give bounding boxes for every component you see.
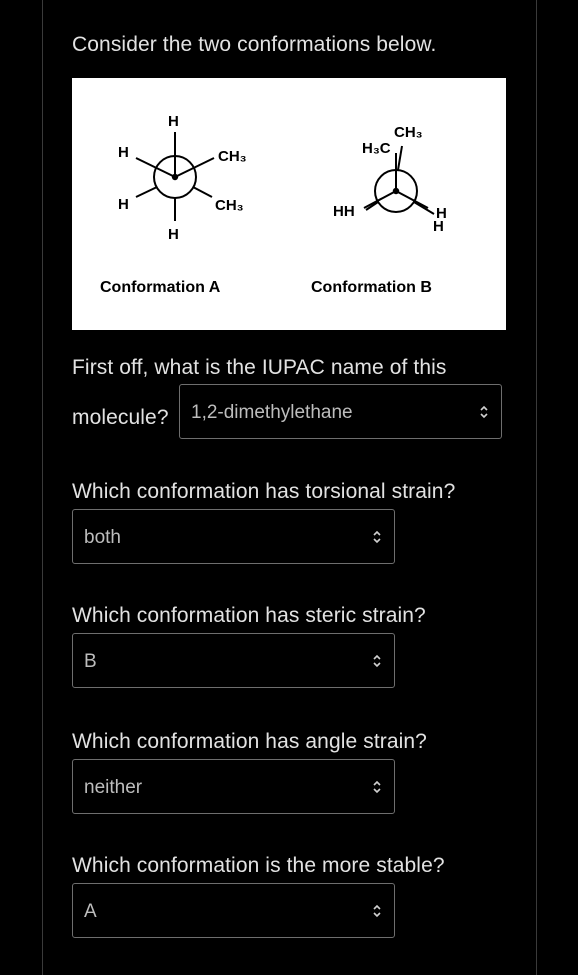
chevron-up-down-icon [372, 903, 382, 919]
conformation-a-label: Conformation A [100, 279, 221, 296]
a-back-left-label: H [118, 196, 129, 213]
a-front-right-label: CH₃ [218, 148, 247, 165]
left-border-line [42, 0, 43, 975]
question-2-text: Which conformation has torsional strain? [72, 480, 456, 503]
steric-strain-select-value: B [84, 651, 97, 672]
angle-strain-select[interactable] [72, 759, 395, 814]
more-stable-select-value: A [84, 901, 97, 922]
question-4-text: Which conformation has angle strain? [72, 730, 427, 753]
b-right-back-label: H [436, 205, 447, 222]
b-left-pair-label: HH [333, 203, 355, 220]
b-top-front-label: H₃C [362, 140, 391, 157]
torsional-strain-select-value: both [84, 527, 121, 548]
question-1-line-2: molecule? [72, 406, 169, 429]
chevron-up-down-icon [372, 653, 382, 669]
intro-text: Consider the two conformations below. [72, 33, 437, 56]
iupac-name-select[interactable] [179, 384, 502, 439]
a-front-left-label: H [118, 144, 129, 161]
question-1-line-1: First off, what is the IUPAC name of this [72, 356, 447, 379]
a-back-right-label: CH₃ [215, 197, 244, 214]
more-stable-select[interactable] [72, 883, 395, 938]
b-top-back-label: CH₃ [394, 124, 423, 141]
question-5-text: Which conformation is the more stable? [72, 854, 445, 877]
torsional-strain-select[interactable] [72, 509, 395, 564]
chevron-up-down-icon [372, 529, 382, 545]
newman-projections-figure [72, 78, 506, 330]
right-border-line [536, 0, 537, 975]
newman-projection-a [100, 113, 247, 296]
newman-projection-b [311, 124, 447, 296]
iupac-name-select-value: 1,2-dimethylethane [191, 402, 353, 423]
a-front-top-label: H [168, 113, 179, 130]
angle-strain-select-value: neither [84, 777, 143, 798]
conformation-b-label: Conformation B [311, 279, 432, 296]
b-right-front-label: H [433, 218, 444, 235]
question-3-text: Which conformation has steric strain? [72, 604, 426, 627]
chevron-up-down-icon [372, 779, 382, 795]
steric-strain-select[interactable] [72, 633, 395, 688]
chevron-up-down-icon [479, 404, 489, 420]
a-back-bottom-label: H [168, 226, 179, 243]
